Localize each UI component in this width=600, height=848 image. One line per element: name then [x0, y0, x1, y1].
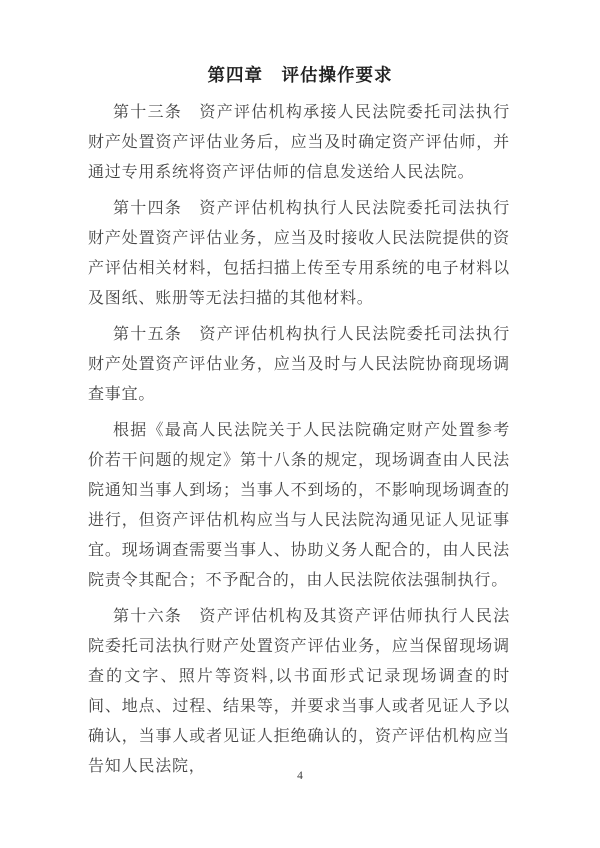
document-body — [88, 98, 510, 782]
page-number: 4 — [297, 770, 303, 782]
chapter-heading: 第四章 评估操作要求 — [207, 65, 393, 85]
paragraph-article-13: 第十三条 资产评估机构承接人民法院委托司法执行财产处置资产评估业务后，应当及时确定资产评估师，并通过专用系统将资产评估师的信息发送给人民法院。 — [88, 104, 510, 181]
paragraph-article-15-detail: 根据《最高人民法院关于人民法院确定财产处置参考价若干问题的规定》第十八条的规定，现场调查由人民法院通知当事人到场；当事人不到场的，不影响现场调查的进行，但资产评估机构应当与人民法院沟通见证人见证事宜。现场调查需要当事人、协助义务人配合的，由人民法院责令其配合；不予配合的，由人民法院依法强制执行。 — [88, 422, 510, 589]
paragraph-article-14: 第十四条 资产评估机构执行人民法院委托司法执行财产处置资产评估业务，应当及时接收人民法院提供的资产评估相关材料，包括扫描上传至专用系统的电子材料以及图纸、账册等无法扫描的其他材料。 — [88, 200, 510, 307]
paragraph-article-15: 第十五条 资产评估机构执行人民法院委托司法执行财产处置资产评估业务，应当及时与人民法院协商现场调查事宜。 — [88, 326, 510, 403]
paragraph-article-16: 第十六条 资产评估机构及其资产评估师执行人民法院委托司法执行财产处置资产评估业务，应当保留现场调查的文字、照片等资料,以书面形式记录现场调查的时间、地点、过程、结果等，并要求当事人或者见证人予以确认，当事人或者见证人拒绝确认的，资产评估机构应当告知人民法院， — [88, 608, 510, 775]
